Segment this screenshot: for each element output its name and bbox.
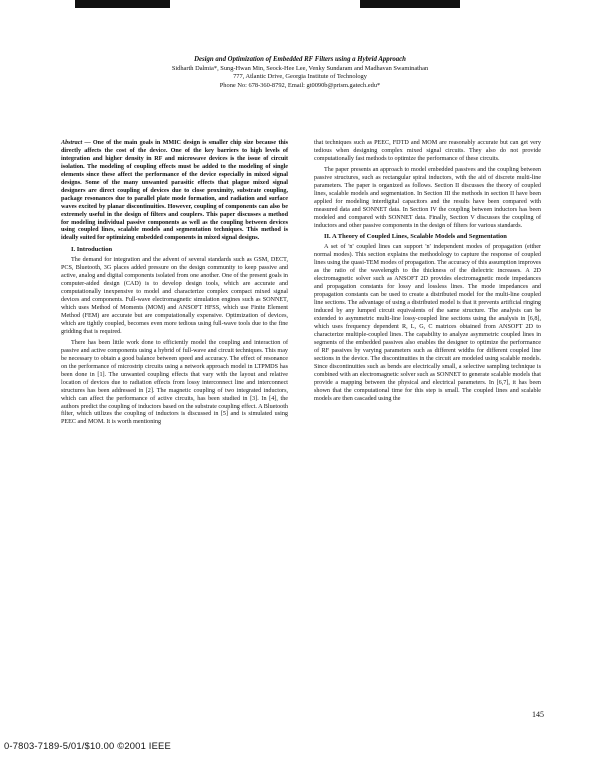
top-scan-bar-right bbox=[360, 0, 460, 8]
author-contact: Phone No: 678-360-8792, Email: gt0090b@prism.gatech.edu* bbox=[219, 81, 381, 89]
paper-header bbox=[60, 56, 540, 90]
right-paragraph-2: The paper presents an approach to model embedded passives and the coupling between passive structures, such as rectangular spiral inductors, with the aid of discrete multi-line parameters. The paper is organized as follows. Section II discusses the theory of coupled lines, scalable models and segmentation. In Section III the methods in section II have been applied for modeling interdigital capacitors and the results have been compared with measured data and SONNET data. In Section IV the coupling between inductors has been modeled and compared with SONNET data. Finally, Section V discusses the coupling of inductors and other passive components in the design of filters for various standards. bbox=[314, 166, 541, 229]
abstract bbox=[61, 140, 288, 243]
section-heading-introduction: I. Introduction bbox=[71, 246, 113, 254]
intro-paragraph-2: There has been little work done to efficiently model the coupling and interaction of passive and active components using a hybrid of full-wave and circuit techniques. This may be necessary to obtain a good balance between speed and accuracy. The effect of resonance on the performance of microstrip circuits using a network approach model in LTPMDS has been done in [1]. The unwanted coupling effects that vary with the layout and relative location of devices due to radiation effects from lossy interconnect line and interconnect structures has been addressed in [2]. The magnetic coupling of two integrated inductors, which can affect the performance of active circuits, has been studied in [3]. In [4], the authors predict the coupling of inductors based on the substrate coupling effect. A Bluetooth filter, which utilizes the coupling of inductors is discussed in [5] and is simulated using PEEC and MOM. It is worth mentioning bbox=[61, 339, 288, 426]
intro-paragraph-1: The demand for integration and the advent of several standards such as GSM, DECT, PCS, Bluetooth, 3G places added pressure on the design community to keep passive and active, analog and digital components isolated from one another. One of the present goals in computer-aided design (CAD) is to develop design tools, which are accurate and computationally inexpensive to model and characterize complex compact mixed signal devices and components. Full-wave electromagnetic simulation engines such as SONNET, which uses Method of Moments (MOM) and ANSOFT HFSS, which use Finite Element Method (FEM) are accurate but are computationally expensive. Optimization of devices, which are tightly coupled, becomes even more tedious using full-wave tools due to the fine gridding that is required. bbox=[61, 257, 288, 335]
author-list: Sidharth Dalmia*, Sung-Hwan Min, Seock-Hee Lee, Venky Sundaram and Madhavan Swaminathan bbox=[171, 64, 429, 72]
section2-paragraph-1: A set of 'n' coupled lines can support 'n' independent modes of propagation (either normal modes). This section explains the methodology to capture the response of coupled lines using the quasi-TEM modes of propagation. The accuracy of this assumption improves as the ratio of the wavelength to the thickness of the dielectric increases. A 2D electromagnetic solver such as ANSOFT 2D provides electromagnetic mode impedances and propagation constants for lossy and lossless lines. The mode impedances and propagation constants can be used to create a distributed model for the multi-line coupled line sections. The advantage of using a distributed model is that it prevents artificial ringing induced by any lumped circuit equivalents of the same structure. The analysis can be extended to asymmetric multi-line lossy-coupled line sections using the analysis in [6,8], which uses frequency dependent R, L, G, C matrices obtained from ANSOFT 2D to characterize multiple-coupled lines. The capability to analyze asymmetric coupled lines in segments of the embedded passives also enables the designer to optimize the performance of RF passives by varying parameters such as different widths for different coupled line sections in the device. The discontinuities in the circuit are modeled using scalable models. Since discontinuities such as bends are electrically small, a selective sampling technique is combined with an electromagnetic solver such as SONNET to generate scalable models that provide a mapping between the physical and electrical parameters. In [6,7], it has been shown that the computational time for this step is small. The coupled lines and scalable models are then cascaded using the bbox=[314, 244, 541, 402]
abstract-label: Abstract bbox=[61, 140, 83, 146]
copyright-line: 0-7803-7189-5/01/$10.00 ©2001 IEEE bbox=[4, 740, 171, 751]
paper-title: Design and Optimization of Embedded RF Filters using a Hybrid Approach bbox=[194, 56, 406, 63]
abstract-text: — One of the main goals in MMIC design is smaller chip size because this directly affects the cost of the device. One of the key barriers to high levels of integration and higher density in RF and microwave devices is the issue of circuit isolation. The modeling of coupling effects must be added to the modeling of single elements since these affect the performance of the device especially in mixed signal designs. Some of the many unwanted parasitic effects that plague mixed signal designers are direct coupling of devices due to close proximity, substrate coupling, package resonances due to parallel plate mode formation, and radiation and surface waves excited by planar discontinuities. However, coupling of components can also be extremely useful in the design of filters and couplers. This paper discusses a method for modeling individual passive components as well as the coupling between devices using coupled lines, scalable models and segmentation techniques. This method is ideally suited for optimizing embedded components in mixed signal designs. bbox=[61, 140, 288, 242]
section-heading-coupled-lines: II. A Theory of Coupled Lines, Scalable Models and Segmentation bbox=[324, 233, 507, 241]
left-column bbox=[61, 140, 288, 430]
page-number: 145 bbox=[532, 710, 544, 719]
right-column bbox=[314, 140, 541, 407]
top-scan-bar-left bbox=[75, 0, 170, 8]
author-address: 777, Atlantic Drive, Georgia Institute of Technology bbox=[233, 73, 367, 81]
right-paragraph-1: that techniques such as PEEC, FDTD and MOM are reasonably accurate but can get very tedious when designing complex mixed signal circuits. They also do not provide computationally fast methods to optimize the performance of these circuits. bbox=[314, 140, 541, 162]
